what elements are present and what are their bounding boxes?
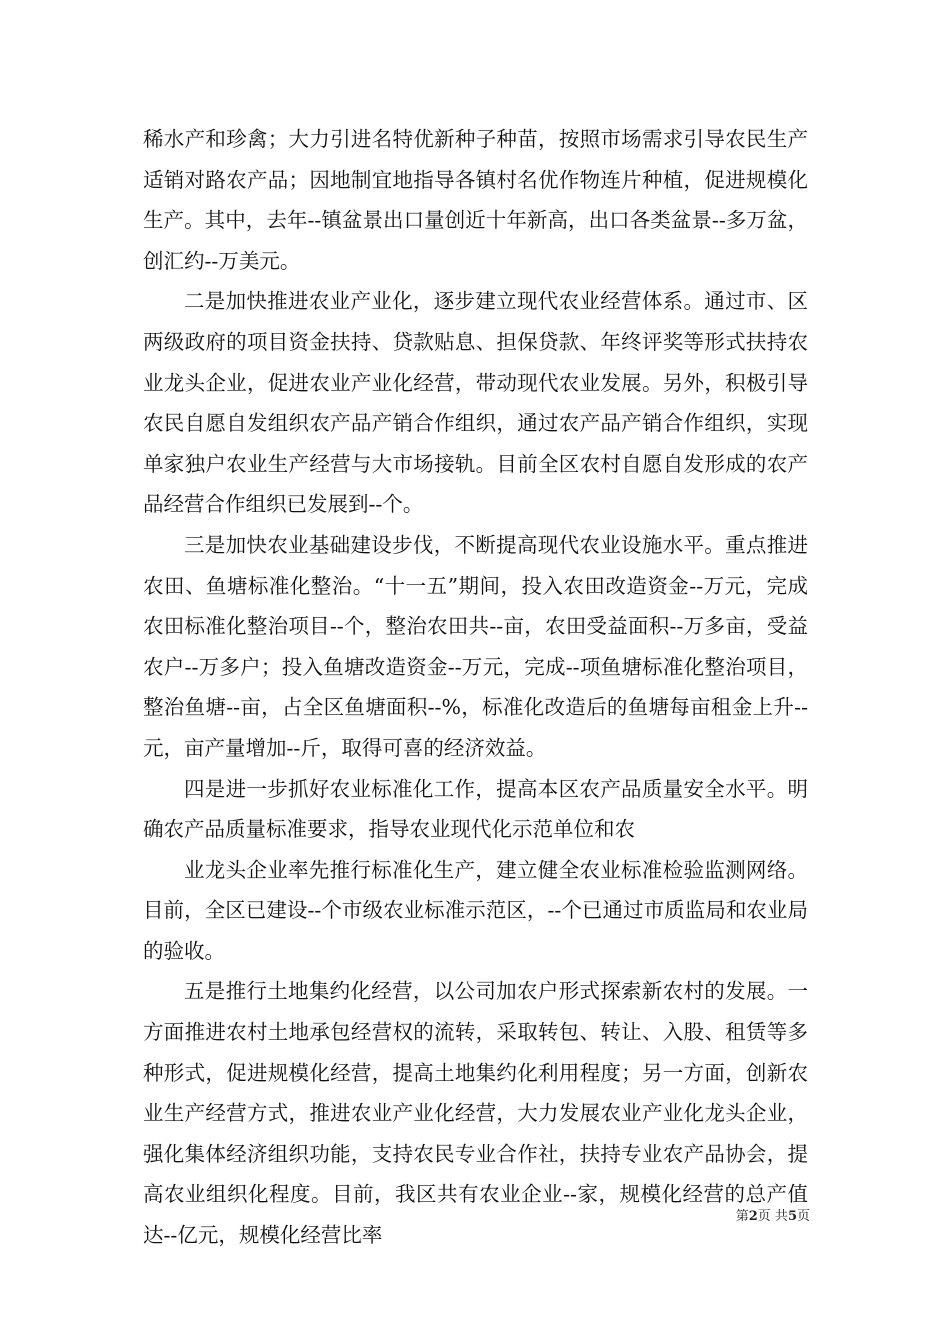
footer-middle: 页 共: [757, 1209, 788, 1224]
page-footer: [690, 1208, 810, 1226]
footer-prefix: 第: [735, 1209, 749, 1224]
paragraph-6: 五是推行土地集约化经营，以公司加农户形式探索新农村的发展。一方面推进农村土地承包经营权的流转，采取转包、转让、入股、租赁等多种形式，促进规模化经营，提高土地集约化利用程度；另一方面，创新农业生产经营方式，推进农业产业化经营，大力发展农业产业化龙头企业，强化集体经济组织功能，支持农民专业合作社，扶持专业农产品协会，提高农业组织化程度。目前，我区共有农业企业--家，规模化经营的总产值达--亿元，规模化经营比率: [143, 979, 808, 1248]
paragraph-1: 稀水产和珍禽；大力引进名特优新种子种苗，按照市场需求引导农民生产适销对路农产品；因地制宜地指导各镇村名优作物连片种植，促进规模化生产。其中，去年--镇盆景出口量创近十年新高，出口各类盆景--多万盆，创汇约--万美元。: [143, 127, 808, 273]
document-body: [143, 119, 808, 1256]
footer-total-pages: 5: [787, 1209, 797, 1224]
footer-suffix: 页: [796, 1209, 810, 1224]
paragraph-3: 三是加快农业基础建设步伐，不断提高现代农业设施水平。重点推进农田、鱼塘标准化整治。“十一五”期间，投入农田改造资金--万元，完成农田标准化整治项目--个，整治农田共--亩，农田受益面积--万多亩，受益农户--万多户；投入鱼塘改造资金--万元，完成--项鱼塘标准化整治项目，整治鱼塘--亩，占全区鱼塘面积--%，标准化改造后的鱼塘每亩租金上升--元，亩产量增加--斤，取得可喜的经济效益。: [143, 532, 808, 760]
paragraph-5: 业龙头企业率先推行标准化生产，建立健全农业标准检验监测网络。目前，全区已建设--个市级农业标准示范区，--个已通过市质监局和农业局的验收。: [143, 857, 808, 963]
paragraph-2: 二是加快推进农业产业化，逐步建立现代农业经营体系。通过市、区两级政府的项目资金扶持、贷款贴息、担保贷款、年终评奖等形式扶持农业龙头企业，促进农业产业化经营，带动现代农业发展。另外，积极引导农民自愿自发组织农产品产销合作组织，通过农产品产销合作组织，实现单家独户农业生产经营与大市场接轨。目前全区农村自愿自发形成的农产品经营合作组织已发展到--个。: [143, 289, 808, 517]
paragraph-4: 四是进一步抓好农业标准化工作，提高本区农产品质量安全水平。明确农产品质量标准要求，指导农业现代化示范单位和农: [143, 776, 808, 842]
footer-current-page: 2: [748, 1209, 758, 1224]
